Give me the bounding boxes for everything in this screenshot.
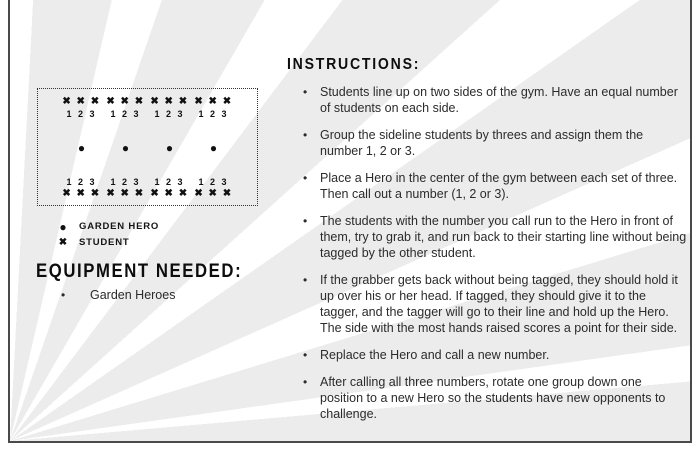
student-group bbox=[192, 177, 236, 199]
group-numbers: 1 2 3 bbox=[198, 177, 229, 187]
diagram-legend bbox=[56, 219, 159, 251]
instruction-item: • Replace the Hero and call a new number. bbox=[287, 347, 687, 363]
student-group bbox=[60, 97, 104, 119]
instructions-heading: INSTRUCTIONS: bbox=[287, 56, 421, 73]
student-x-icons: ✖ ✖ ✖ bbox=[150, 188, 189, 199]
student-group bbox=[148, 177, 192, 199]
diagram-hero-row bbox=[38, 142, 257, 154]
student-x-icons: ✖ ✖ ✖ bbox=[106, 188, 145, 199]
group-numbers: 1 2 3 bbox=[66, 109, 97, 119]
instruction-item: • After calling all three numbers, rotate one group down one position to a new Hero so the students have new opponents to challenge. bbox=[287, 374, 687, 422]
diagram-top-student-row bbox=[38, 97, 257, 119]
garden-hero-dot-icon: ● bbox=[165, 141, 174, 155]
equipment-list bbox=[36, 287, 276, 303]
student-x-icons: ✖ ✖ ✖ bbox=[62, 188, 101, 199]
equipment-list-item: • Garden Heroes bbox=[36, 287, 276, 303]
instructions-section bbox=[287, 55, 687, 422]
student-x-icons: ✖ ✖ ✖ bbox=[194, 188, 233, 199]
instruction-item: • Group the sideline students by threes and assign them the number 1, 2 or 3. bbox=[287, 127, 687, 159]
legend-item-student bbox=[56, 235, 159, 250]
garden-hero-dot-icon: ● bbox=[121, 141, 130, 155]
gym-setup-diagram bbox=[37, 88, 258, 206]
student-group bbox=[60, 177, 104, 199]
legend-label: GARDEN HERO bbox=[79, 221, 160, 232]
instruction-item: • The students with the number you call run to the Hero in front of them, try to grab it, and run back to their starting line without being tagged by the other student. bbox=[287, 213, 687, 261]
student-x-icons: ✖ ✖ ✖ bbox=[106, 96, 145, 107]
group-numbers: 1 2 3 bbox=[110, 177, 141, 187]
instruction-item: • Students line up on two sides of the gym. Have an equal number of students on each side. bbox=[287, 84, 687, 116]
garden-hero-dot-icon: ● bbox=[59, 219, 67, 234]
group-numbers: 1 2 3 bbox=[66, 177, 97, 187]
garden-hero-dot-icon: ● bbox=[209, 141, 218, 155]
student-x-icons: ✖ ✖ ✖ bbox=[194, 96, 233, 107]
student-x-icons: ✖ ✖ ✖ bbox=[62, 96, 101, 107]
student-group bbox=[104, 97, 148, 119]
group-numbers: 1 2 3 bbox=[154, 177, 185, 187]
diagram-bottom-student-row bbox=[38, 177, 257, 199]
student-group bbox=[148, 97, 192, 119]
student-group bbox=[104, 177, 148, 199]
legend-label: STUDENT bbox=[79, 237, 130, 248]
equipment-needed-heading: EQUIPMENT NEEDED: bbox=[36, 261, 243, 282]
student-x-icon: ✖ bbox=[58, 237, 68, 248]
garden-hero-dot-icon: ● bbox=[77, 141, 86, 155]
group-numbers: 1 2 3 bbox=[154, 109, 185, 119]
group-numbers: 1 2 3 bbox=[110, 109, 141, 119]
student-x-icons: ✖ ✖ ✖ bbox=[150, 96, 189, 107]
legend-item-garden-hero bbox=[56, 219, 159, 234]
group-numbers: 1 2 3 bbox=[198, 109, 229, 119]
instruction-item: • If the grabber gets back without being tagged, they should hold it up over his or her head. If tagged, they should give it to the tagger, and the tagger will go to their line and hold up the Hero. The side with the most hands raised scores a point for their side. bbox=[287, 272, 687, 336]
student-group bbox=[192, 97, 236, 119]
instruction-item: • Place a Hero in the center of the gym between each set of three. Then call out a number (1, 2 or 3). bbox=[287, 170, 687, 202]
instructions-list bbox=[287, 84, 687, 422]
page-frame bbox=[8, 0, 692, 443]
